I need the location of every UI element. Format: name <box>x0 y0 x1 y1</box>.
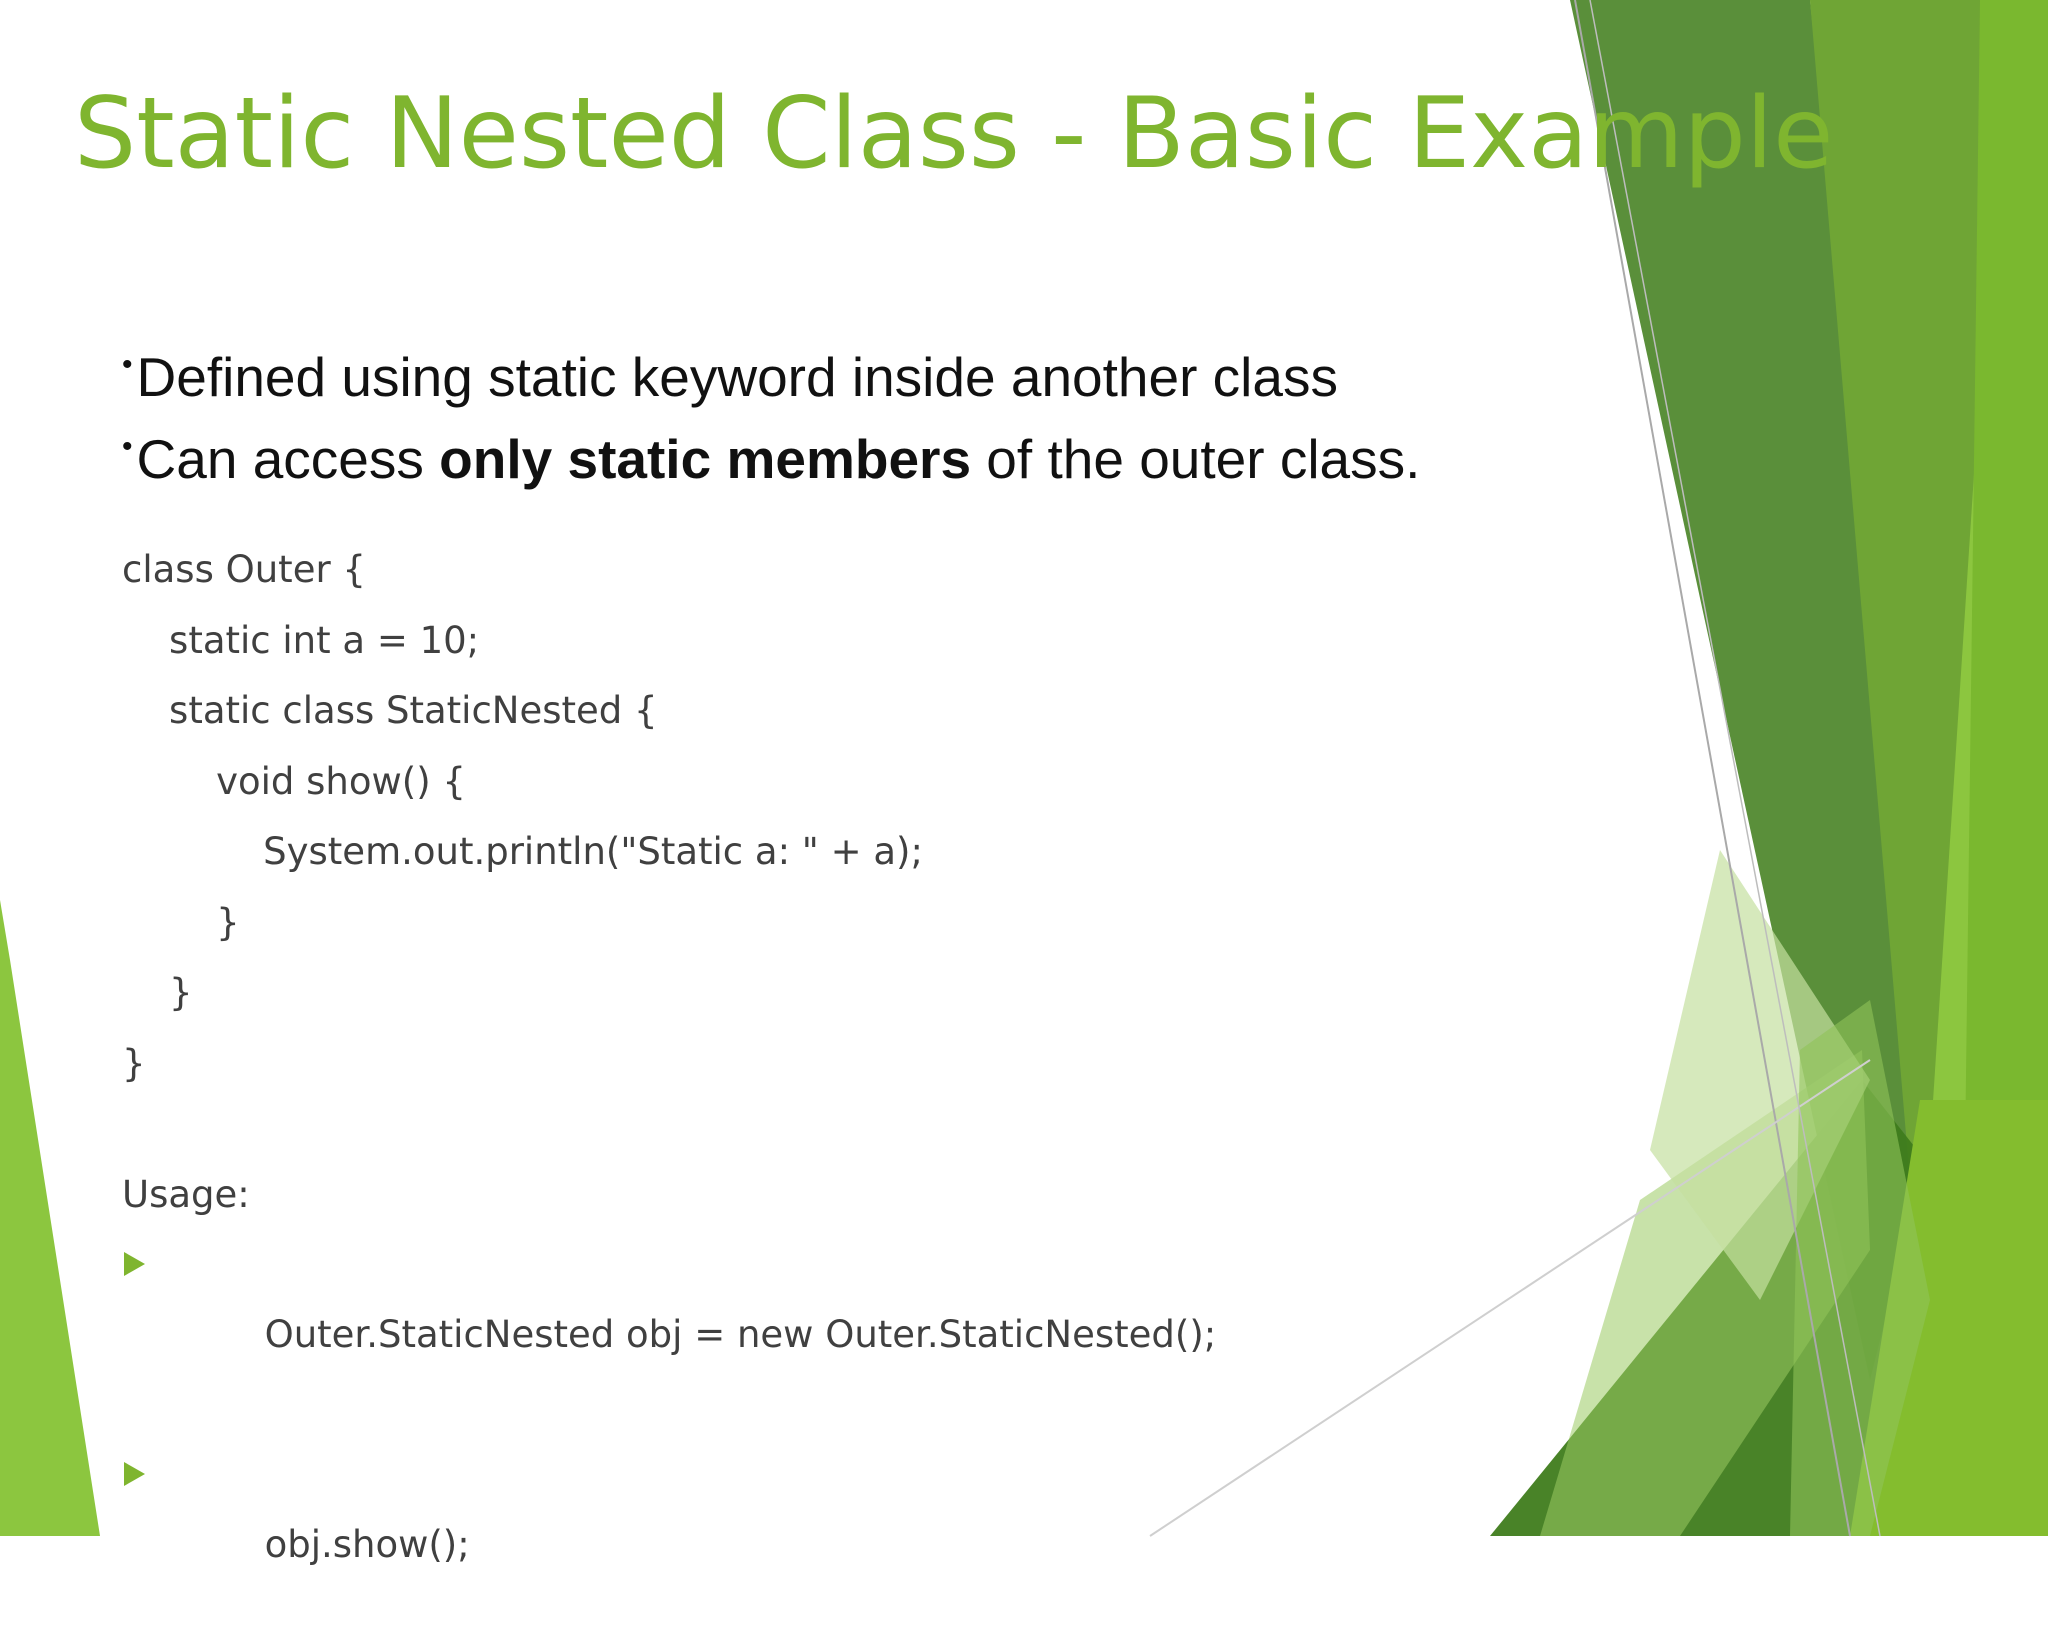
code-line: static int a = 10; <box>122 618 480 662</box>
code-line: System.out.println("Static a: " + a); <box>122 830 923 873</box>
usage-item-text: obj.show(); <box>264 1523 470 1566</box>
usage-item <box>122 1440 1216 1650</box>
slide-title: Static Nested Class - Basic Example <box>74 77 1834 191</box>
code-line: void show() { <box>122 759 466 803</box>
bullet-list <box>122 330 1420 494</box>
bullet-item <box>122 412 1420 494</box>
code-line: static class StaticNested { <box>122 689 658 732</box>
code-block <box>122 535 923 1099</box>
usage-label: Usage: <box>122 1173 250 1216</box>
triangle-bullet-icon <box>124 1462 145 1486</box>
bullet-text: Can access <box>136 428 440 490</box>
code-line: class Outer { <box>122 548 366 591</box>
bullet-dot-icon: • <box>122 430 133 463</box>
code-line: } <box>122 900 240 944</box>
bullet-item <box>122 330 1420 412</box>
bullet-text-tail: of the outer class. <box>971 428 1421 490</box>
code-line: } <box>122 1041 146 1085</box>
bullet-bold-text: only static members <box>439 428 972 490</box>
usage-section <box>122 1160 1216 1650</box>
code-line: } <box>122 971 193 1014</box>
triangle-bullet-icon <box>124 1252 145 1276</box>
usage-item-text: Outer.StaticNested obj = new Outer.StaticNested(); <box>264 1313 1217 1356</box>
usage-item <box>122 1230 1216 1440</box>
bullet-dot-icon: • <box>122 348 133 381</box>
bullet-text: Defined using static keyword inside another class <box>136 346 1338 408</box>
